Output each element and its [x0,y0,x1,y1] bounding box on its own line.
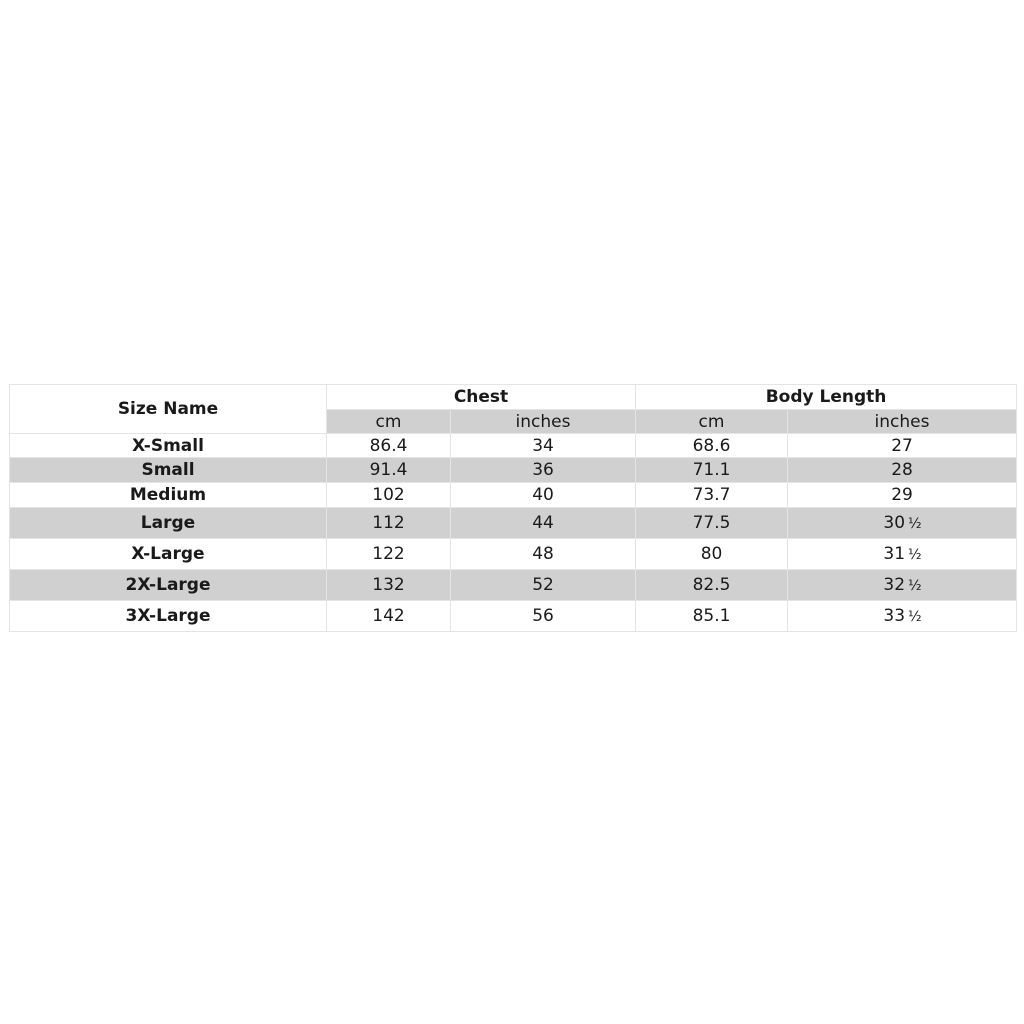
length-cm-cell: 85.1 [636,601,788,632]
size-chart-table [9,384,1017,632]
header-size-name: Size Name [10,385,327,434]
length-cm-cell: 73.7 [636,483,788,508]
length-in-fraction: ½ [908,547,921,563]
chest-in-cell: 48 [451,539,636,570]
length-cm-cell: 71.1 [636,458,788,483]
header-length-cm: cm [636,410,788,434]
header-length-inches: inches [788,410,1017,434]
chest-cm-cell: 86.4 [327,434,451,458]
length-in-cell [788,508,1017,539]
length-in-value: 30 [883,513,906,533]
header-chest-cm: cm [327,410,451,434]
length-in-cell [788,539,1017,570]
header-group-row [10,385,1017,410]
chest-cm-cell: 112 [327,508,451,539]
table-row [10,508,1017,539]
length-cm-cell: 68.6 [636,434,788,458]
length-cm-cell: 77.5 [636,508,788,539]
length-in-cell [788,458,1017,483]
length-in-value: 28 [891,460,913,480]
size-cell: Medium [10,483,327,508]
length-in-cell [788,434,1017,458]
table-row [10,539,1017,570]
chest-in-cell: 44 [451,508,636,539]
length-in-value: 29 [891,485,913,505]
table-row [10,434,1017,458]
table-row [10,483,1017,508]
size-cell: 2X-Large [10,570,327,601]
size-cell: 3X-Large [10,601,327,632]
chest-cm-cell: 122 [327,539,451,570]
header-body-length: Body Length [636,385,1017,410]
table-row [10,601,1017,632]
length-in-cell [788,483,1017,508]
length-in-fraction: ½ [908,516,921,532]
size-cell: X-Small [10,434,327,458]
header-chest-inches: inches [451,410,636,434]
header-chest: Chest [327,385,636,410]
size-cell: Large [10,508,327,539]
chest-cm-cell: 132 [327,570,451,601]
length-in-fraction: ½ [908,578,921,594]
length-cm-cell: 80 [636,539,788,570]
size-cell: X-Large [10,539,327,570]
chest-in-cell: 36 [451,458,636,483]
length-in-value: 33 [883,606,906,626]
chest-cm-cell: 102 [327,483,451,508]
length-in-value: 32 [883,575,906,595]
chest-in-cell: 56 [451,601,636,632]
chest-in-cell: 52 [451,570,636,601]
table-row [10,570,1017,601]
chest-in-cell: 40 [451,483,636,508]
length-in-cell [788,570,1017,601]
chest-cm-cell: 91.4 [327,458,451,483]
chest-in-cell: 34 [451,434,636,458]
length-in-fraction: ½ [908,609,921,625]
length-cm-cell: 82.5 [636,570,788,601]
length-in-cell [788,601,1017,632]
length-in-value: 31 [883,544,906,564]
length-in-value: 27 [891,435,913,456]
table-row [10,458,1017,483]
chest-cm-cell: 142 [327,601,451,632]
size-cell: Small [10,458,327,483]
